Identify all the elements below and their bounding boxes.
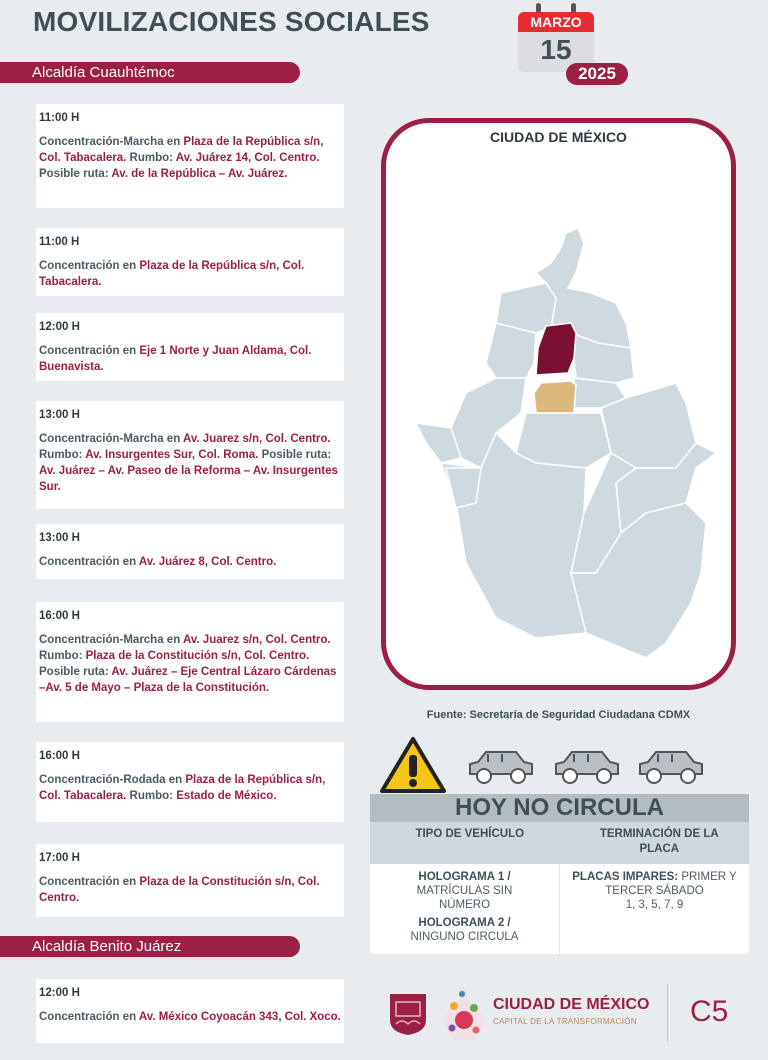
cdmx-shield-icon — [388, 992, 428, 1036]
event-location-text: Eje 1 Norte y Juan Aldama, Col. Buenavista. — [39, 345, 312, 373]
cdmx-floral-logo-icon — [440, 982, 488, 1044]
event-type-text: en — [165, 774, 186, 786]
event-location-text: Av. de la República – Av. Juárez. — [111, 168, 288, 180]
event-type-text: en — [119, 345, 140, 357]
event-location-text: Plaza de la República s/n, Col. Tabacalera. — [39, 136, 324, 164]
c5-logo: C5 — [690, 995, 729, 1028]
event-type-text: Concentración — [39, 345, 120, 357]
event-card — [36, 401, 344, 509]
holograma2-label: HOLOGRAMA 2 / — [418, 917, 511, 929]
alcaldia-header-cuauhtemoc: Alcaldía Cuauhtémoc — [0, 62, 300, 83]
event-type-text: en — [163, 634, 183, 646]
event-type-text: Rumbo: — [126, 152, 176, 164]
event-type-text: Concentración-Rodada — [39, 774, 166, 786]
event-location-text: Av. Juárez – Eje Central Lázaro Cárdenas –Av. 5 de Mayo – Plaza de la Constitución. — [39, 666, 337, 694]
placas-text: PRIMER Y TERCER SÁBADO — [605, 871, 737, 897]
event-location-text: Av. Juárez – Av. Paseo de la Reforma – Av. Insurgentes Sur. — [39, 465, 338, 493]
event-time: 17:00 H — [39, 852, 80, 864]
event-description — [39, 554, 341, 570]
event-card — [36, 844, 344, 917]
event-description — [39, 343, 341, 375]
alcaldia-header-benito-juarez: Alcaldía Benito Juárez — [0, 936, 300, 957]
event-description — [39, 772, 341, 804]
calendar-year: 2025 — [566, 63, 628, 85]
event-description — [39, 431, 341, 495]
event-description — [39, 258, 341, 290]
car-icon — [552, 748, 622, 786]
calendar-badge — [518, 12, 616, 83]
event-type-text: Posible ruta: — [39, 666, 112, 678]
event-location-text: Av. Juárez 8, Col. Centro. — [138, 556, 277, 568]
event-type-text: Concentración-Marcha — [39, 634, 164, 646]
event-time: 12:00 H — [39, 321, 80, 333]
source-note: Fuente: Secretaría de Seguridad Ciudadana CDMX — [426, 709, 691, 721]
event-type-text: Concentración — [39, 556, 120, 568]
event-location-text: Plaza de la República s/n, Col. Tabacalera. — [39, 774, 326, 802]
holograma1-label: HOLOGRAMA 1 / — [418, 871, 511, 883]
cdmx-map — [381, 118, 736, 690]
event-time: 11:00 H — [39, 236, 80, 248]
vehicle-type-cell — [370, 864, 560, 954]
event-type-text: Concentración-Marcha — [39, 433, 164, 445]
event-type-text: en — [119, 1011, 139, 1023]
event-time: 16:00 H — [39, 610, 80, 622]
event-type-text: en — [119, 556, 139, 568]
event-type-text: Rumbo: — [39, 449, 86, 461]
car-icon — [636, 748, 706, 786]
event-type-text: Rumbo: — [39, 650, 86, 662]
event-type-text: Rumbo: — [126, 790, 177, 802]
event-type-text: Concentración-Marcha — [39, 136, 164, 148]
event-location-text: Plaza de la República s/n, Col. Tabacalera. — [39, 260, 305, 288]
event-description — [39, 1009, 341, 1025]
event-card — [36, 524, 344, 579]
event-time: 16:00 H — [39, 750, 80, 762]
event-card — [36, 602, 344, 722]
event-time: 13:00 H — [39, 532, 80, 544]
event-type-text: Posible ruta: — [39, 168, 112, 180]
placas-digits: 1, 3, 5, 7, 9 — [625, 899, 684, 911]
event-type-text: en — [163, 136, 184, 148]
event-description — [39, 632, 341, 696]
plate-ending-cell — [560, 864, 749, 954]
event-type-text: en — [119, 876, 140, 888]
event-time: 11:00 H — [39, 112, 80, 124]
col-plate-ending-header: TERMINACIÓN DE LA PLACA — [599, 828, 719, 855]
col-vehicle-type-header: TIPO DE VEHÍCULO — [415, 828, 525, 840]
event-description — [39, 134, 341, 182]
event-card — [36, 104, 344, 208]
calendar-month: MARZO — [518, 12, 594, 32]
event-location-text: Plaza de la Constitución s/n, Col. Centro. — [39, 876, 320, 904]
event-time: 12:00 H — [39, 987, 80, 999]
event-card — [36, 979, 344, 1043]
brand-tagline: CAPITAL DE LA TRANSFORMACIÓN — [493, 1017, 637, 1026]
event-location-text: Estado de México. — [176, 790, 277, 802]
hoy-no-circula-body — [370, 864, 749, 954]
event-location-text: Plaza de la Constitución s/n, Col. Centro. — [85, 650, 310, 662]
event-type-text: en — [119, 260, 140, 272]
car-icon — [466, 748, 536, 786]
holograma2-text: NINGUNO CIRCULA — [410, 931, 519, 943]
page-title: MOVILIZACIONES SOCIALES — [33, 6, 430, 37]
event-type-text: en — [163, 433, 183, 445]
event-time: 13:00 H — [39, 409, 80, 421]
brand-name: CIUDAD DE MÉXICO — [493, 996, 650, 1013]
cdmx-map-shape — [386, 123, 731, 685]
event-card — [36, 313, 344, 381]
event-location-text: Av. Juarez s/n, Col. Centro. — [183, 433, 331, 445]
event-card — [36, 742, 344, 822]
event-location-text: Av. Insurgentes Sur, Col. Roma. — [85, 449, 259, 461]
map-title: CIUDAD DE MÉXICO — [490, 129, 627, 145]
hoy-no-circula-title: HOY NO CIRCULA — [370, 794, 749, 822]
hoy-no-circula-header — [370, 822, 749, 864]
event-card — [36, 228, 344, 296]
event-type-text: Concentración — [39, 876, 120, 888]
event-type-text: Concentración — [39, 260, 120, 272]
calendar-day: 15 — [518, 32, 594, 72]
event-type-text: Concentración — [39, 1011, 120, 1023]
event-location-text: Av. México Coyoacán 343, Col. Xoco. — [138, 1011, 341, 1023]
footer-divider — [667, 984, 668, 1042]
warning-icon — [378, 735, 448, 795]
event-description — [39, 874, 341, 906]
placas-label: PLACAS IMPARES: — [572, 871, 679, 883]
event-location-text: Av. Juarez s/n, Col. Centro. — [183, 634, 331, 646]
event-type-text: Posible ruta: — [258, 449, 332, 461]
event-location-text: Av. Juárez 14, Col. Centro. — [175, 152, 320, 164]
holograma1-text: MATRÍCULAS SIN NÚMERO — [416, 885, 513, 911]
